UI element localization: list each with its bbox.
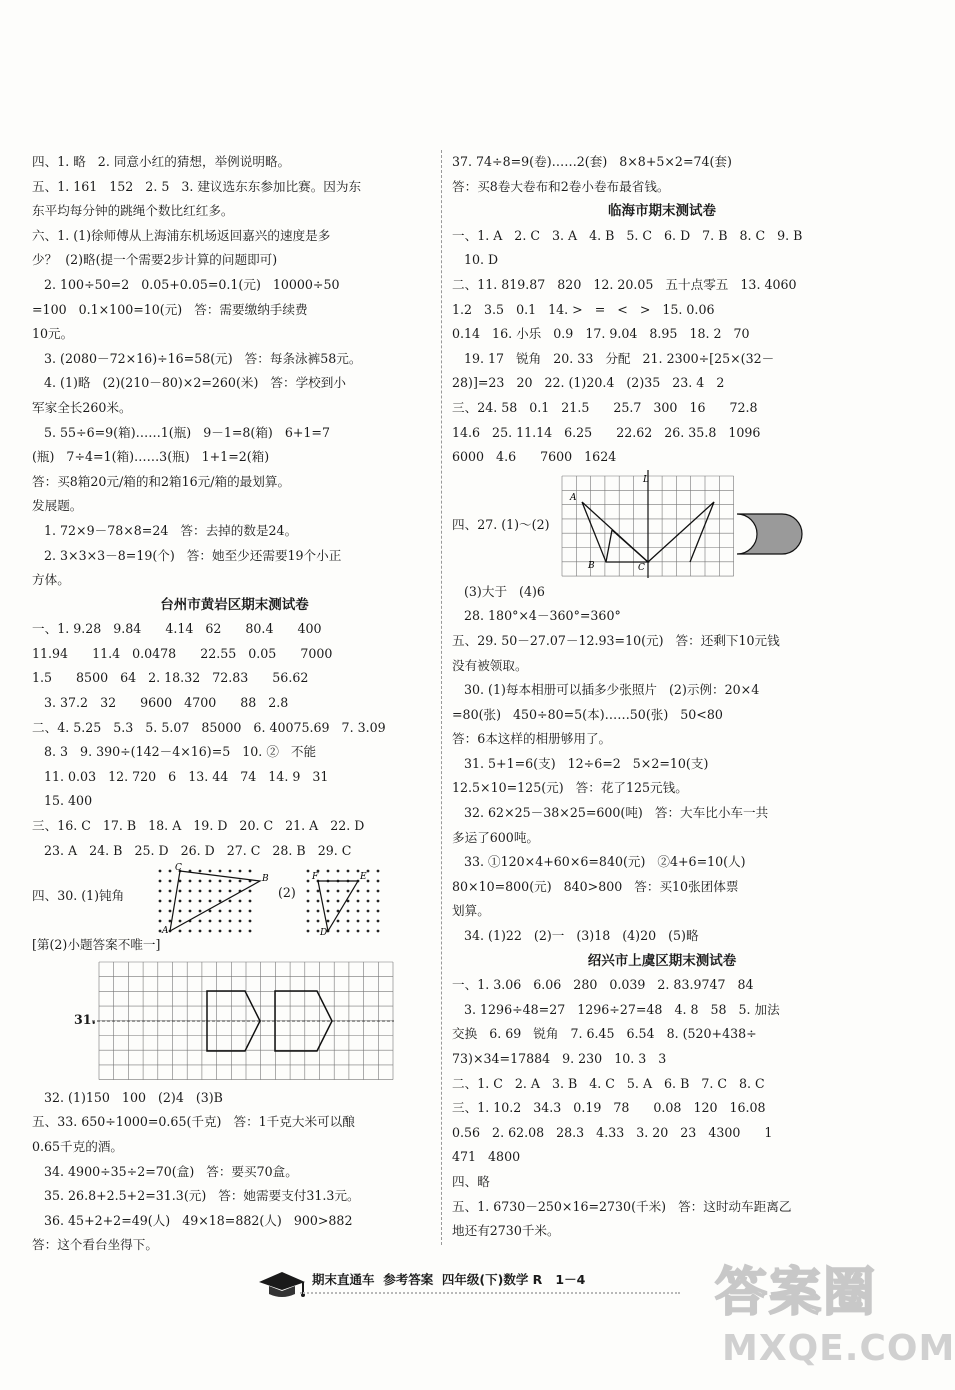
answer-line: 3. 1296÷48=27 1296÷27=48 4. 8 58 5. 加法 (452, 1001, 780, 1017)
answer-line: 0.65千克的酒。 (32, 1139, 124, 1154)
answer-line: 交换 6. 69 锐角 7. 6.45 6.54 8. (520+438÷ (452, 1026, 757, 1042)
answer-line: 23. A 24. B 25. D 26. D 27. C 28. B 29. C (32, 842, 352, 858)
answer-line: 37. 74÷8=9(卷)……2(套) 8×8+5×2=74(套) (452, 154, 732, 169)
answer-line: 11.94 11.4 0.0478 22.55 0.05 7000 (32, 645, 333, 661)
answer-line: (瓶) 7÷4=1(箱)……3(瓶) 1+1=2(箱) (32, 449, 270, 465)
answer-line: 10. D (452, 252, 499, 268)
answer-line: 多运了600吨。 (452, 829, 540, 845)
answer-line: 31. (74, 1011, 96, 1027)
answer-line: 三、1. 10.2 34.3 0.19 78 0.08 120 16.08 (452, 1100, 766, 1116)
right-column (452, 150, 872, 1244)
answer-line: 发展题。 (32, 498, 83, 514)
answer-line: 二、4. 5.25 5.3 5. 5.07 85000 6. 40075.69 7. 3.09 (32, 719, 386, 735)
section-title: 临海市期末测试卷 (608, 203, 716, 220)
point-label: E (360, 872, 367, 883)
answer-line: 二、11. 819.87 820 12. 20.05 五十点零五 13. 4060 (452, 276, 797, 292)
answer-line: 六、1. (1)徐师傅从上海浦东机场返回嘉兴的速度是多 (32, 227, 331, 243)
answer-line: 1.5 8500 64 2. 18.32 72.83 56.62 (32, 670, 309, 686)
answer-line: 三、24. 58 0.1 21.5 25.7 300 16 72.8 (452, 399, 758, 415)
answer-line: 地还有2730千米。 (452, 1223, 560, 1239)
answer-line: 一、1. 3.06 6.06 280 0.039 2. 83.9747 84 (452, 977, 754, 993)
answer-line: 28. 180°×4－360°=360° (452, 608, 621, 624)
answer-line: 3. (2080－72×16)÷16=58(元) 答：每条泳裤58元。 (32, 350, 362, 366)
point-label: C (175, 863, 182, 874)
answer-line: 一、1. A 2. C 3. A 4. B 5. C 6. D 7. B 8. C 9. B (452, 227, 803, 243)
answer-line: 5. 55÷6=9(箱)……1(瓶) 9－1=8(箱) 6+1=7 (32, 424, 330, 440)
answer-line: 五、1. 6730－250×16=2730(千米) 答：这时动车距离乙 (452, 1198, 792, 1214)
answer-line: 28)]=23 20 22. (1)20.4 (2)35 23. 4 2 (452, 375, 725, 391)
answer-line: 6000 4.6 7600 1624 (452, 449, 617, 465)
answer-line: 少？ (2)略(提一个需要2步计算的问题即可) (32, 252, 278, 268)
question-30-figure (32, 863, 437, 939)
grid-figure (452, 470, 852, 580)
symmetry-grid (32, 958, 432, 1086)
answer-line: 五、29. 50－27.07－12.93=10(元) 答：还剩下10元钱 (452, 632, 780, 648)
answer-line: 五、1. 161 152 2. 5 3. 建议选东东参加比赛。因为东 (32, 178, 362, 194)
answer-line: 32. 62×25－38×25=600(吨) 答：大车比小车一共 (452, 805, 769, 821)
point-label: B (588, 560, 595, 571)
answer-line: 划算。 (452, 903, 490, 919)
answer-line: (3)大于 (4)6 (452, 583, 545, 599)
answer-line: 东平均每分钟的跳绳个数比红红多。 (32, 203, 234, 219)
answer-line: 34. 4900÷35÷2=70(盒) 答：要买70盒。 (32, 1163, 298, 1179)
answer-line: 没有被领取。 (452, 657, 528, 673)
footer-rule (300, 1292, 680, 1294)
answer-line: 19. 17 锐角 20. 33 分配 21. 2300÷[25×(32－ (452, 350, 775, 366)
answer-line: 答：这个看台坐得下。 (32, 1237, 158, 1253)
answer-line: 32. (1)150 100 (2)4 (3)B (32, 1089, 223, 1105)
answer-line: 二、1. C 2. A 3. B 4. C 5. A 6. B 7. C 8. C (452, 1075, 765, 1091)
answer-line: 15. 400 (32, 793, 93, 809)
answer-line: 答：买8卷大卷布和2卷小卷布最省钱。 (452, 178, 670, 194)
question-31-figure (32, 958, 437, 1086)
answer-line: =80(张) 450÷80=5(本)……50(张) 50<80 (452, 706, 723, 722)
answer-line: 31. 5+1=6(支) 12÷6=2 5×2=10(支) (452, 755, 709, 771)
answer-line: 0.14 16. 小乐 0.9 17. 9.04 8.95 18. 2 70 (452, 326, 750, 342)
answer-line: 军家全长260米。 (32, 399, 132, 415)
dot-grid-figures (32, 863, 432, 939)
point-label: A (570, 492, 577, 503)
answer-line: 四、1. 略 2. 同意小红的猜想，举例说明略。 (32, 154, 291, 169)
section-title: 台州市黄岩区期末测试卷 (160, 596, 309, 613)
column-divider (441, 150, 442, 1245)
footer-text: 期末直通车 参考答案 四年级(下)数学 R 1－4 (312, 1272, 586, 1287)
answer-line: 2. 3×3×3－8=19(个) 答：她至少还需要19个小正 (32, 547, 342, 563)
answer-line: 30. (1)每本相册可以插多少张照片 (2)示例：20×4 (452, 682, 760, 698)
graduation-cap-icon (255, 1268, 310, 1300)
answer-line: 答：买8箱20元/箱的和2箱16元/箱的最划算。 (32, 473, 291, 489)
answer-line: 方体。 (32, 572, 70, 588)
answer-line: 80×10=800(元) 840>800 答：买10张团体票 (452, 878, 739, 894)
answer-line: 33. ①120×4+60×6=840(元) ②4+6=10(人) (452, 854, 746, 870)
answer-line: 三、16. C 17. B 18. A 19. D 20. C 21. A 22. D (32, 818, 365, 834)
answer-line: 12.5×10=125(元) 答：花了125元钱。 (452, 780, 688, 796)
answer-line: 471 4800 (452, 1149, 521, 1165)
answer-line: 4. (1)略 (2)(210－80)×2=260(米) 答：学校到小 (32, 375, 346, 391)
answer-line: 35. 26.8+2.5+2=31.3(元) 答：她需要支付31.3元。 (32, 1188, 360, 1204)
answer-line: 10元。 (32, 326, 74, 342)
answer-line: 11. 0.03 12. 720 6 13. 44 74 14. 9 31 (32, 768, 329, 784)
answer-label: (2) (278, 885, 296, 901)
answer-line: 四、略 (452, 1173, 490, 1189)
answer-line: 答：6本这样的相册够用了。 (452, 731, 612, 747)
answer-line: 2. 100÷50=2 0.05+0.05=0.1(元) 10000÷50 (32, 276, 340, 292)
answer-line: 34. (1)22 (2)一 (3)18 (4)20 (5)略 (452, 928, 699, 944)
answer-line: 四、30. (1)钝角 (32, 888, 125, 904)
left-column (32, 150, 437, 1258)
answer-line: 14.6 25. 11.14 6.25 22.62 26. 35.8 1096 (452, 424, 761, 440)
point-label: L (643, 474, 649, 485)
point-label: A (162, 926, 169, 937)
answer-line: 一、1. 9.28 9.84 4.14 62 80.4 400 (32, 621, 322, 637)
answer-line: 四、27. (1)～(2) (452, 516, 550, 532)
answer-line: 1. 72×9－78×8=24 答：去掉的数是24。 (32, 522, 298, 538)
answer-line: 8. 3 9. 390÷(142－4×16)=5 10. ② 不能 (32, 744, 317, 760)
point-label: C (638, 562, 645, 573)
watermark-logo: 答案圈 (715, 1263, 878, 1323)
answer-line: 五、33. 650÷1000=0.65(千克) 答：1千克大米可以酿 (32, 1114, 355, 1130)
point-label: B (262, 874, 269, 885)
answer-line: 73)×34=17884 9. 230 10. 3 3 (452, 1051, 667, 1066)
watermark-url: MXQE.COM (722, 1328, 955, 1369)
point-label: D (320, 928, 328, 939)
answer-line: =100 0.1×100=10(元) 答：需要缴纳手续费 (32, 301, 308, 317)
answer-line: 1.2 3.5 0.1 14. > = < > 15. 0.06 (452, 301, 715, 317)
point-label: F (312, 872, 319, 883)
answer-line: 36. 45+2+2=49(人) 49×18=882(人) 900>882 (32, 1212, 353, 1228)
answer-line: 3. 37.2 32 9600 4700 88 2.8 (32, 695, 289, 711)
section-title: 绍兴市上虞区期末测试卷 (587, 952, 737, 969)
answer-line: [第(2)小题答案不唯一] (32, 937, 161, 953)
answer-line: 0.56 2. 62.08 28.3 4.33 3. 20 23 4300 1 (452, 1124, 773, 1140)
question-27-figure (452, 470, 872, 580)
